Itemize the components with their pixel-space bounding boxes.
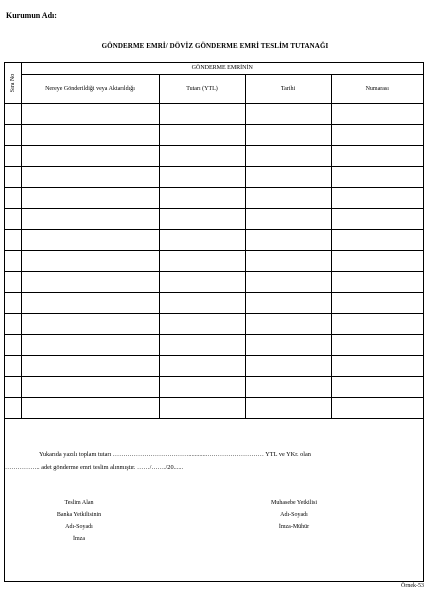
table-cell [21,355,159,376]
table-cell [21,124,159,145]
column-header-date: Tarihi [245,74,331,103]
table-cell [21,208,159,229]
table-cell [21,271,159,292]
table-cell [245,145,331,166]
table-cell [159,166,245,187]
signature-line: Teslim Alan [64,500,94,506]
table-cell [159,103,245,124]
signature-line: İmza-Mühür [278,524,310,530]
table-cell [159,355,245,376]
table-cell [331,271,423,292]
table-cell [5,292,21,313]
table-cell [159,334,245,355]
table-cell [5,229,21,250]
table-cell [159,313,245,334]
table-row [5,187,423,208]
table-cell [331,187,423,208]
signature-line: Adı-Soyadı [65,524,93,530]
column-header-number: Numarası [331,74,423,103]
table-cell [331,166,423,187]
table-cell [21,313,159,334]
table-row [5,334,423,355]
table-cell [5,208,21,229]
table-cell [331,355,423,376]
table-cell [5,166,21,187]
summary-line-1: Yukarıda yazılı toplam tutarı ………………………………............……………………… YTL ve YKr. olan [39,451,311,458]
table-cell [245,397,331,418]
table-cell [331,208,423,229]
sira-no-header [5,63,21,103]
table-row [5,166,423,187]
table-cell [159,187,245,208]
table-cell [245,250,331,271]
table-cell [331,250,423,271]
form-code: Örnek-53 [401,583,424,589]
signature-line: Muhasebe Yetkilisi [270,500,317,506]
table-cell [245,208,331,229]
table-cell [5,187,21,208]
table-cell [245,334,331,355]
table-cell [159,397,245,418]
table-cell [245,187,331,208]
table-cell [5,145,21,166]
table-row [5,124,423,145]
table-row [5,271,423,292]
table-cell [21,187,159,208]
sira-no-label: Sıra No [9,73,16,92]
table-cell [21,166,159,187]
table-cell [245,376,331,397]
table-cell [159,250,245,271]
group-header: GÖNDERME EMRİNİN [21,63,423,74]
table-cell [245,229,331,250]
table-row [5,229,423,250]
table-cell [245,166,331,187]
table-cell [5,355,21,376]
column-header-destination: Nereye Gönderildiği veya Aktarıldığı [21,74,159,103]
table-cell [331,376,423,397]
table-row [5,103,423,124]
signature-line: Banka Yetkilisinin [56,512,102,518]
table-cell [5,376,21,397]
table-cell [245,271,331,292]
table-row [5,208,423,229]
table-cell [159,229,245,250]
table-cell [21,397,159,418]
table-cell [5,334,21,355]
table-row [5,250,423,271]
table-cell [5,397,21,418]
table-cell [245,313,331,334]
table-cell [21,229,159,250]
table-row [5,397,423,418]
table-cell [21,145,159,166]
table-body [5,103,423,418]
table-cell [21,250,159,271]
table-cell [245,292,331,313]
table-row [5,313,423,334]
table-cell [159,376,245,397]
table-row [5,145,423,166]
document-title: GÖNDERME EMRİ/ DÖVİZ GÖNDERME EMRİ TESLİM TUTANAĞI [101,42,329,50]
table-cell [331,124,423,145]
table-cell [245,103,331,124]
signature-line: Adı-Soyadı [280,512,308,518]
table-cell [331,313,423,334]
table-cell [5,271,21,292]
table-cell [331,145,423,166]
form-frame [4,62,424,582]
table-cell [21,334,159,355]
table-cell [21,376,159,397]
table-cell [331,229,423,250]
table-cell [5,103,21,124]
table-cell [5,250,21,271]
table-cell [159,292,245,313]
summary-line-2: …………….. adet gönderme emri teslim alınmıştır. ……/……./20...... [5,464,184,471]
table-cell [21,103,159,124]
table-cell [159,271,245,292]
table-cell [245,124,331,145]
table-cell [245,355,331,376]
table-row [5,292,423,313]
table-cell [21,292,159,313]
table-row [5,355,423,376]
column-header-amount: Tutarı (YTL) [159,74,245,103]
summary-text [5,448,423,474]
transfer-order-table [5,63,423,419]
table-cell [331,397,423,418]
table-cell [331,103,423,124]
table-cell [159,208,245,229]
table-cell [159,145,245,166]
table-cell [5,124,21,145]
table-row [5,376,423,397]
table-cell [331,334,423,355]
organization-name-label: Kurumun Adı: [6,11,57,20]
table-cell [5,313,21,334]
table-cell [159,124,245,145]
accounting-signature-block [250,497,338,533]
bank-signature-block [49,497,109,545]
table-cell [331,292,423,313]
signature-line: İmza [73,536,85,542]
